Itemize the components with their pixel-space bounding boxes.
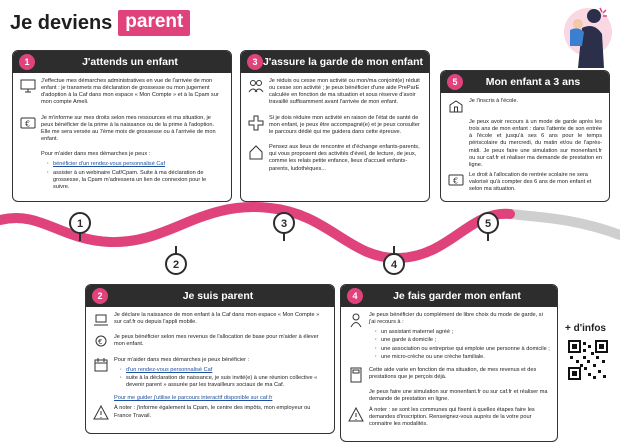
step-number-2: 2: [92, 288, 108, 304]
parent-child-illustration: [548, 2, 614, 68]
calculator-icon: [348, 367, 364, 383]
computer-icon: [20, 78, 36, 94]
step4-option-2: · une garde à domicile ;: [381, 337, 550, 344]
step-header-1: [13, 51, 231, 73]
svg-text:€: €: [98, 338, 103, 347]
step1-text-rights: Je m'informe sur mes droits selon mes ressources et ma situation, je peux bénéficier de la prime à la naissance ou de la prime à l'adoption. Elle me sera versée au 7ème mois de grossesse ou à l'arrivée de mon enfant.: [41, 114, 216, 143]
step-card-4: [340, 284, 558, 442]
step1-help-intro: Pour m'aider dans mes démarches je peux :: [41, 151, 151, 158]
health-cross-icon: [248, 115, 264, 131]
step-title-2: Je suis parent: [182, 290, 254, 302]
title-part-1: Je deviens: [10, 11, 113, 34]
step3-text-prepare: Je réduis ou cesse mon activité ou mon/ma conjoint(e) réduit ou cesse son activité ; je peux bénéficier d'une aide PreParE calculée en fonction de ma situation et sous réserve d'avoir travaillé suffisamment avant l'arrivée de mon enfant.: [269, 78, 420, 106]
step5-text-school: Je l'inscris à l'école.: [469, 98, 519, 104]
svg-text:€: €: [453, 176, 459, 186]
step2-help-intro: Pour m'aider dans mes démarches je peux bénéficier :: [114, 356, 250, 363]
road-pin-label-3: 3: [280, 218, 288, 230]
step4-text-simulation: Je peux faire une simulation sur monenfant.fr ou sur caf.fr et réaliser ma demande de prestation en ligne.: [369, 389, 548, 403]
school-icon: [448, 98, 464, 114]
step-title-4: Je fais garder mon enfant: [393, 290, 521, 302]
more-info-label: + d'infos: [565, 323, 606, 334]
step3-text-places: Pensez aux lieux de rencontre et d'échange enfants-parents, qui vous proposent des activités d'éveil, de lecture, de jeux, comme les relais petite enfance, lieux d'accueil enfants-parents, ludothèques...: [269, 144, 420, 172]
step5-text-ars: Le droit à l'allocation de rentrée scolaire ne sera valorisé qu'à compter des 6 ans de mon enfant et selon ma situation.: [469, 172, 592, 193]
step-header-4: [341, 285, 557, 307]
step4-text-varies: Cette aide varie en fonction de ma situation, de mes revenus et des prestations que je perçois déjà.: [369, 366, 537, 381]
step3-text-health: Si je dois réduire mon activité en raison de l'état de santé de mon enfant, je peux être accompagné(e) et je peux consulter le parcours dédié qui me guidera dans cette épreuve.: [269, 114, 420, 135]
step4-option-1: · un assistant maternel agréé ;: [381, 329, 550, 336]
step-number-1: 1: [19, 54, 35, 70]
step-card-5: [440, 70, 610, 202]
laptop-icon: [93, 312, 109, 328]
step-card-1: [12, 50, 232, 202]
step2-link-rdv[interactable]: · d'un rendez-vous personnalisé Caf: [126, 367, 327, 374]
step4-text-cmg: Je peux bénéficier du complément de libre choix du mode de garde, si j'ai recours à :: [369, 312, 543, 326]
step2-guide-link[interactable]: Pour me guider j'utilise le parcours interactif disponible sur caf.fr: [114, 395, 273, 402]
road-pin-3: [272, 212, 296, 242]
step4-option-3: · une association ou entreprise qui emploie une personne à domicile ;: [381, 346, 550, 353]
road-pin-2: [164, 245, 188, 275]
step4-note: À noter : se sont les communes qui fixent à quelles étapes faire les demandes d'inscription. Renseignez-vous auprès de la votre pour connaitre les modalités.: [369, 406, 535, 427]
step-title-1: J'attends un enfant: [82, 56, 178, 68]
svg-text:€: €: [25, 119, 31, 129]
title-part-2: parent: [118, 10, 190, 36]
road-pin-4: [382, 245, 406, 275]
step-title-5: Mon enfant a 3 ans: [485, 76, 581, 88]
road-pin-label-4: 4: [390, 259, 398, 271]
road-pin-1: [68, 212, 92, 242]
step1-link-rdv[interactable]: · bénéficier d'un rendez-vous personnalisé Caf: [53, 161, 224, 168]
step2-text-allocation: Je peux bénéficier selon mes revenus de l'allocation de base pour m'aider à élever mon enfant.: [114, 334, 319, 348]
step-title-3: J'assure la garde de mon enfant: [262, 56, 424, 68]
warning-icon: [93, 405, 109, 421]
euro-icon: [448, 172, 464, 188]
qr-code[interactable]: [568, 340, 608, 380]
euro-icon: [20, 115, 36, 131]
calendar-icon: [93, 357, 109, 373]
step-card-3: [240, 50, 430, 202]
euro-hand-icon: [93, 334, 109, 350]
house-icon: [248, 144, 264, 160]
step4-option-4: · une micro-crèche ou une crèche familiale.: [381, 354, 550, 361]
step2-meeting: · suite à la déclaration de naissance, je suis invité(e) à une réunion collective « devenir parent » assurée par les travailleurs sociaux de ma Caf.: [126, 375, 327, 389]
road-pin-label-1: 1: [76, 218, 84, 230]
road-pin-5: [476, 212, 500, 242]
step-header-3: [241, 51, 429, 73]
step1-webinar: · assister à un webinaire Caf/Cpam. Suite à ma déclaration de grossesse, la Cpam m'adressera un lien de connexion pour le suivre.: [53, 170, 224, 191]
step-number-5: 5: [447, 74, 463, 90]
step2-note: À noter : j'informe également la Cpam, le centre des impôts, mon employeur ou France Travail.: [114, 405, 311, 419]
page-title: [10, 8, 190, 38]
step-header-5: [441, 71, 609, 93]
step1-text-declaration: J'effectue mes démarches administratives en vue de l'arrivée de mon enfant : je transmets ma déclaration de grossesse ou mon jugement d'adoption à la Caf dans mon espace « Mon Compte » et à la Cpam sur mon compte Ameli.: [41, 78, 219, 106]
step-number-4: 4: [347, 288, 363, 304]
step2-text-declare: Je déclare la naissance de mon enfant à la Caf dans mon espace « Mon Compte » sur caf.fr ou depuis l'appli mobile.: [114, 312, 320, 326]
step5-text-childcare: Je peux avoir recours à un mode de garde après les trois ans de mon enfant : dans l'attente de son entrée à l'école et jusqu'à ses 6 ans pour le temps périscolaire du mercredi, du matin et/ou de l'après-midi. Je peux faire une simulation sur monenfant.fr ou sur caf.fr et réaliser ma demande de prestation en ligne.: [469, 119, 602, 168]
step-header-2: [86, 285, 334, 307]
step-card-2: [85, 284, 335, 434]
baby-icon: [348, 312, 364, 328]
road-pin-label-2: 2: [172, 259, 180, 271]
people-icon: [248, 78, 264, 94]
step-number-3: 3: [247, 54, 263, 70]
warning-icon: [348, 407, 364, 423]
road-pin-label-5: 5: [484, 218, 492, 230]
